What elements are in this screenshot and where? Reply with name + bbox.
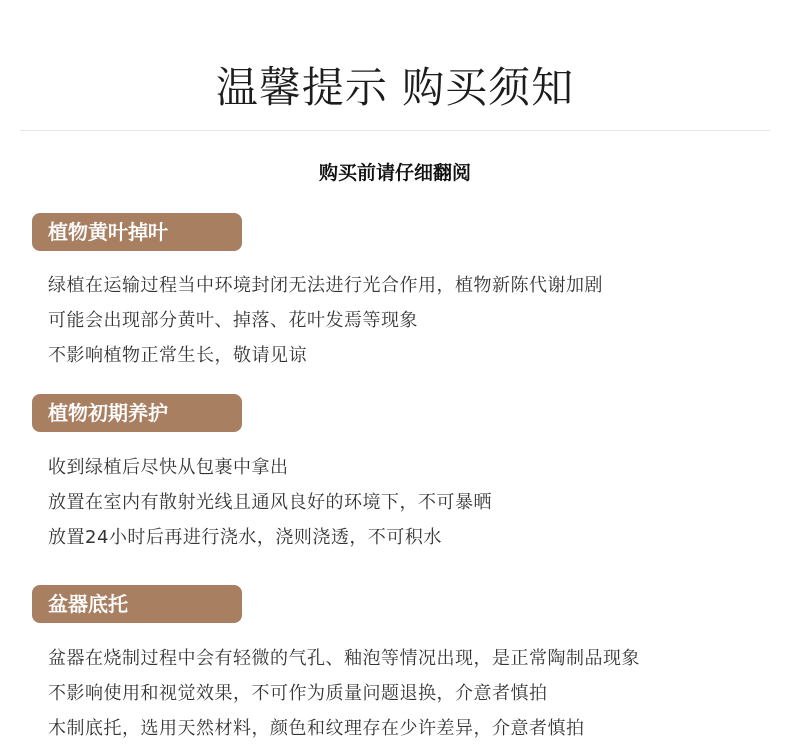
section-label-initial-care: 植物初期养护 — [32, 394, 242, 432]
section-label-pot-tray: 盆器底托 — [32, 585, 242, 623]
list-item: 不影响植物正常生长，敬请见谅 — [48, 345, 307, 366]
list-item: 木制底托，选用天然材料，颜色和纹理存在少许差异，介意者慎拍 — [48, 718, 585, 739]
list-item: 放置24小时后再进行浇水，浇则浇透，不可积水 — [48, 527, 442, 548]
list-item: 可能会出现部分黄叶、掉落、花叶发焉等现象 — [48, 310, 418, 331]
section-body-yellow-leaves — [48, 268, 778, 373]
page-title: 温馨提示 购买须知 — [215, 63, 575, 112]
list-item: 绿植在运输过程当中环境封闭无法进行光合作用，植物新陈代谢加剧 — [48, 275, 603, 296]
list-item: 不影响使用和视觉效果，不可作为质量问题退换，介意者慎拍 — [48, 683, 548, 704]
list-item: 盆器在烧制过程中会有轻微的气孔、釉泡等情况出现，是正常陶制品现象 — [48, 648, 640, 669]
section-label-yellow-leaves: 植物黄叶掉叶 — [32, 213, 242, 251]
section-body-pot-tray — [48, 641, 778, 746]
section-body-initial-care — [48, 450, 778, 555]
divider — [20, 130, 770, 131]
list-item: 收到绿植后尽快从包裹中拿出 — [48, 457, 289, 478]
list-item: 放置在室内有散射光线且通风良好的环境下，不可暴晒 — [48, 492, 492, 513]
page-subtitle: 购买前请仔细翻阅 — [318, 162, 471, 184]
